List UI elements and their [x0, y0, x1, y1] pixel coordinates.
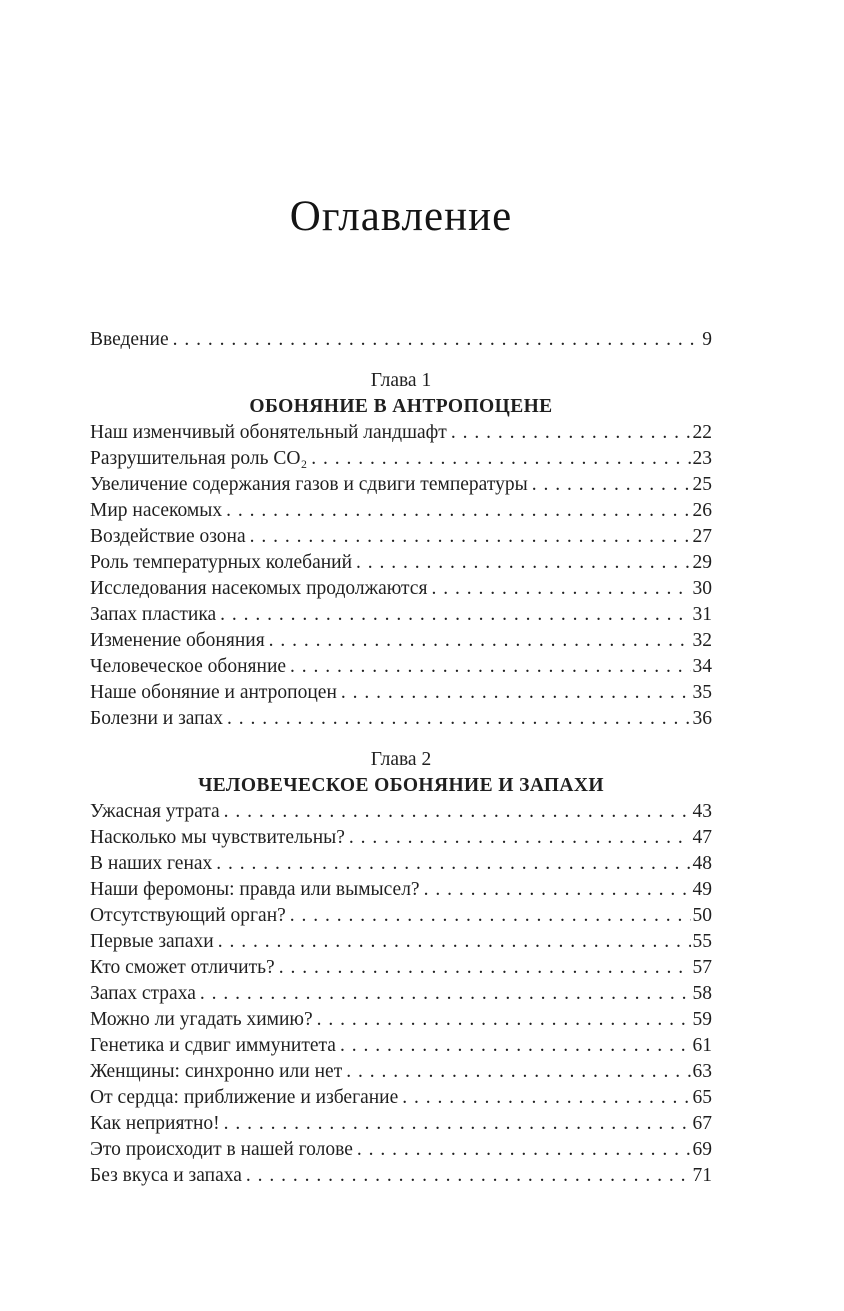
toc-entry [90, 825, 712, 851]
entry-page-number: 22 [692, 422, 712, 443]
toc-entry [90, 327, 712, 353]
dot-leader [311, 446, 690, 472]
entry-page-number: 31 [692, 604, 712, 625]
entry-label: Генетика и сдвиг иммунитета [90, 1035, 336, 1056]
entry-page-number: 30 [692, 578, 712, 599]
entry-label: Исследования насекомых продолжаются [90, 578, 428, 599]
toc-entry [90, 981, 712, 1007]
entry-label: В наших генах [90, 853, 213, 874]
toc-entry [90, 851, 712, 877]
entry-page-number: 25 [692, 474, 712, 495]
toc-entry [90, 576, 712, 602]
entry-page-number: 71 [692, 1165, 712, 1186]
dot-leader [250, 524, 691, 550]
toc-entry [90, 498, 712, 524]
toc-entry [90, 955, 712, 981]
toc-entry [90, 706, 712, 732]
entry-page-number: 69 [692, 1139, 712, 1160]
entry-label: Наши феромоны: правда или вымысел? [90, 879, 420, 900]
dot-leader [227, 706, 690, 732]
toc-entry [90, 680, 712, 706]
dot-leader [357, 1137, 691, 1163]
entry-label: Первые запахи [90, 931, 214, 952]
entry-label: Изменение обоняния [90, 630, 265, 651]
dot-leader [431, 576, 690, 602]
entry-page-number: 23 [692, 448, 712, 469]
entry-label: Насколько мы чувствительны? [90, 827, 345, 848]
entry-label: Человеческое обоняние [90, 656, 287, 677]
dot-leader [356, 550, 690, 576]
toc-entry [90, 654, 712, 680]
dot-leader [220, 602, 690, 628]
entry-label: От сердца: приближение и избегание [90, 1087, 399, 1108]
dot-leader [290, 903, 691, 929]
entry-page-number: 63 [692, 1061, 712, 1082]
dot-leader [402, 1085, 690, 1111]
entry-page-number: 34 [692, 656, 712, 677]
entry-page-number: 47 [692, 827, 712, 848]
toc-entry [90, 420, 712, 446]
entry-label: Воздействие озона [90, 526, 246, 547]
toc-entry [90, 1137, 712, 1163]
entry-page-number: 35 [692, 682, 712, 703]
dot-leader [349, 825, 691, 851]
toc-chapter [90, 747, 712, 1189]
entry-page-number: 57 [692, 957, 712, 978]
entry-label: Мир насекомых [90, 500, 223, 521]
dot-leader [290, 654, 690, 680]
chapter-title: ОБОНЯНИЕ В АНТРОПОЦЕНЕ [249, 396, 553, 417]
dot-leader [224, 799, 691, 825]
entry-label: Запах пластика [90, 604, 217, 625]
entry-page-number: 50 [692, 905, 712, 926]
dot-leader [279, 955, 691, 981]
entry-page-number: 49 [692, 879, 712, 900]
entry-label: Введение [90, 329, 169, 350]
entry-page-number: 27 [692, 526, 712, 547]
toc-entry [90, 602, 712, 628]
dot-leader [246, 1163, 691, 1189]
toc-entry [90, 799, 712, 825]
toc-entry [90, 1111, 712, 1137]
toc-chapters [90, 368, 712, 1189]
entry-page-number: 61 [692, 1035, 712, 1056]
entry-page-number: 59 [692, 1009, 712, 1030]
entry-label: Кто сможет отличить? [90, 957, 275, 978]
toc-chapter [90, 368, 712, 732]
entry-label: Это происходит в нашей голове [90, 1139, 353, 1160]
entry-label: Наш изменчивый обонятельный ландшафт [90, 422, 447, 443]
entry-label: Женщины: синхронно или нет [90, 1061, 343, 1082]
chapter-label: Глава 2 [370, 749, 432, 770]
toc-entry [90, 929, 712, 955]
entry-label: Разрушительная роль CO₂ [90, 448, 308, 469]
toc-entry [90, 524, 712, 550]
entry-page-number: 9 [702, 329, 712, 350]
entry-label: Ужасная утрата [90, 801, 220, 822]
toc-entry [90, 446, 712, 472]
dot-leader [346, 1059, 690, 1085]
dot-leader [424, 877, 691, 903]
entry-label: Болезни и запах [90, 708, 224, 729]
toc-intro-block [90, 327, 712, 353]
entry-label: Запах страха [90, 983, 196, 1004]
dot-leader [340, 1033, 691, 1059]
dot-leader [226, 498, 690, 524]
toc-entry [90, 877, 712, 903]
entry-page-number: 36 [692, 708, 712, 729]
entry-label: Роль температурных колебаний [90, 552, 353, 573]
entry-page-number: 43 [692, 801, 712, 822]
toc-entry [90, 1163, 712, 1189]
entry-label: Можно ли угадать химию? [90, 1009, 313, 1030]
page-title: Оглавление [289, 193, 513, 240]
dot-leader [173, 327, 701, 353]
dot-leader [317, 1007, 691, 1033]
entry-label: Как неприятно! [90, 1113, 220, 1134]
toc-entry [90, 1085, 712, 1111]
dot-leader [216, 851, 690, 877]
toc-list [90, 327, 712, 1189]
entry-label: Отсутствующий орган? [90, 905, 286, 926]
entry-page-number: 48 [692, 853, 712, 874]
toc-entry [90, 1033, 712, 1059]
dot-leader [269, 628, 691, 654]
toc-entry [90, 550, 712, 576]
entry-page-number: 29 [692, 552, 712, 573]
entry-page-number: 65 [692, 1087, 712, 1108]
dot-leader [532, 472, 691, 498]
entry-page-number: 67 [692, 1113, 712, 1134]
dot-leader [200, 981, 691, 1007]
chapter-label: Глава 1 [370, 370, 432, 391]
entry-label: Увеличение содержания газов и сдвиги температуры [90, 474, 528, 495]
dot-leader [218, 929, 691, 955]
toc-entry [90, 472, 712, 498]
chapter-title: ЧЕЛОВЕЧЕСКОЕ ОБОНЯНИЕ И ЗАПАХИ [198, 775, 604, 796]
entry-page-number: 58 [692, 983, 712, 1004]
entry-page-number: 55 [692, 931, 712, 952]
toc-entry [90, 1007, 712, 1033]
dot-leader [341, 680, 691, 706]
entry-label: Наше обоняние и антропоцен [90, 682, 337, 703]
toc-entry [90, 1059, 712, 1085]
entry-label: Без вкуса и запаха [90, 1165, 242, 1186]
entry-page-number: 26 [692, 500, 712, 521]
dot-leader [451, 420, 691, 446]
toc-entry [90, 628, 712, 654]
entry-page-number: 32 [692, 630, 712, 651]
dot-leader [224, 1111, 691, 1137]
toc-entry [90, 903, 712, 929]
